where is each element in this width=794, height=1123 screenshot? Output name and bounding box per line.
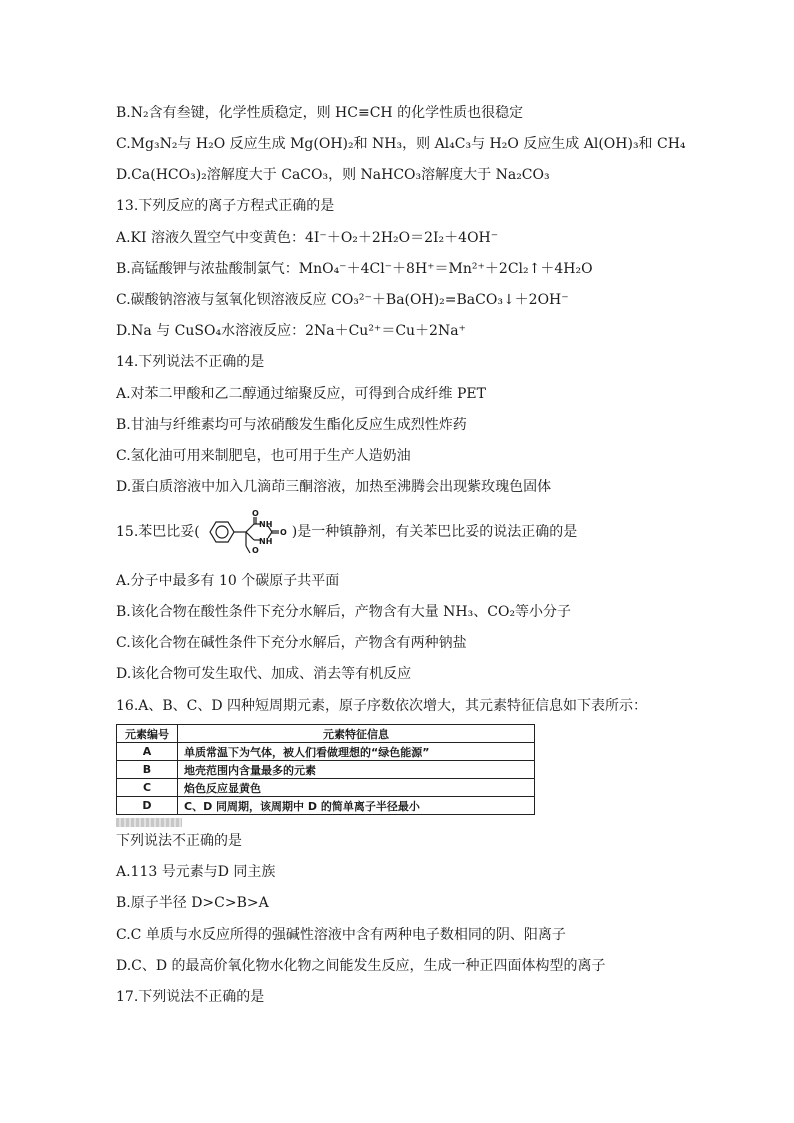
blurred-watermark xyxy=(116,818,182,827)
option-13d: D.Na 与 CuSO₄水溶液反应：2Na＋Cu²⁺＝Cu＋2Na⁺ xyxy=(116,323,466,339)
element-info: 焰色反应显黄色 xyxy=(178,779,535,797)
question-14: 14.下列说法不正确的是 xyxy=(116,354,265,370)
option-15b: B.该化合物在酸性条件下充分水解后，产物含有大量 NH₃、CO₂等小分子 xyxy=(116,604,572,620)
question-17: 17.下列说法不正确的是 xyxy=(116,989,265,1005)
question-16-prompt: 下列说法不正确的是 xyxy=(116,833,242,849)
option-16c: C.C 单质与水反应所得的强碱性溶液中含有两种电子数相同的阴、阳离子 xyxy=(116,927,566,943)
option-14d: D.蛋白质溶液中加入几滴茚三酮溶液，加热至沸腾会出现紫玫瑰色固体 xyxy=(116,479,552,495)
element-info-table xyxy=(116,724,535,815)
option-14b: B.甘油与纤维素均可与浓硝酸发生酯化反应生成烈性炸药 xyxy=(116,417,467,433)
option-13c: C.碳酸钠溶液与氢氧化钡溶液反应 CO₃²⁻＋Ba(OH)₂=BaCO₃↓＋2OH⁻ xyxy=(116,292,569,308)
option-15c: C.该化合物在碱性条件下充分水解后，产物含有两种钠盐 xyxy=(116,635,467,651)
nh-group-label: NH xyxy=(258,537,273,546)
option-16d: D.C、D 的最高价氧化物水化物之间能发生反应，生成一种正四面体构型的离子 xyxy=(116,958,606,974)
element-code: B xyxy=(117,761,178,779)
phenobarbital-structure-image xyxy=(202,510,290,554)
oxygen-atom-label: O xyxy=(251,546,259,554)
table-row xyxy=(117,761,535,779)
oxygen-atom-label: O xyxy=(279,528,287,537)
option-16a: A.113 号元素与D 同主族 xyxy=(116,864,276,880)
table-row xyxy=(117,743,535,761)
table-header-row xyxy=(117,725,535,743)
table-row xyxy=(117,779,535,797)
option-15a: A.分子中最多有 10 个碳原子共平面 xyxy=(116,573,340,589)
option-16b: B.原子半径 D>C>B>A xyxy=(116,895,269,911)
element-code: C xyxy=(117,779,178,797)
element-info: 地壳范围内含量最多的元素 xyxy=(178,761,535,779)
oxygen-atom-label: O xyxy=(251,510,259,518)
element-info: C、D 同周期，该周期中 D 的简单离子半径最小 xyxy=(178,797,535,815)
nh-group-label: NH xyxy=(258,520,273,529)
element-code: A xyxy=(117,743,178,761)
header-element-code: 元素编号 xyxy=(117,725,178,743)
element-info: 单质常温下为气体，被人们看做理想的“绿色能源” xyxy=(178,743,535,761)
option-14a: A.对苯二甲酸和乙二醇通过缩聚反应，可得到合成纤维 PET xyxy=(116,386,486,402)
option-13a: A.KI 溶液久置空气中变黄色：4I⁻＋O₂＋2H₂O＝2I₂＋4OH⁻ xyxy=(116,230,499,246)
table-row xyxy=(117,797,535,815)
question-15-suffix: )是一种镇静剂，有关苯巴比妥的说法正确的是 xyxy=(291,524,578,540)
option-12c: C.Mg₃N₂与 H₂O 反应生成 Mg(OH)₂和 NH₃，则 Al₄C₃与 H₂O 反应生成 Al(OH)₃和 CH₄ xyxy=(116,136,686,152)
option-14c: C.氢化油可用来制肥皂，也可用于生产人造奶油 xyxy=(116,448,411,464)
option-15d: D.该化合物可发生取代、加成、消去等有机反应 xyxy=(116,666,412,682)
question-16: 16.A、B、C、D 四种短周期元素，原子序数依次增大，其元素特征信息如下表所示： xyxy=(116,698,648,714)
element-code: D xyxy=(117,797,178,815)
header-element-info: 元素特征信息 xyxy=(178,725,535,743)
question-15-prefix: 15.苯巴比妥( xyxy=(116,524,200,540)
question-13: 13.下列反应的离子方程式正确的是 xyxy=(116,198,335,214)
question-15 xyxy=(116,510,577,554)
option-12d: D.Ca(HCO₃)₂溶解度大于 CaCO₃，则 NaHCO₃溶解度大于 Na₂CO₃ xyxy=(116,167,550,183)
option-13b: B.高锰酸钾与浓盐酸制氯气：MnO₄⁻＋4Cl⁻＋8H⁺＝Mn²⁺＋2Cl₂↑＋4H₂O xyxy=(116,261,593,277)
option-12b: B.N₂含有叁键，化学性质稳定，则 HC≡CH 的化学性质也很稳定 xyxy=(116,105,524,121)
